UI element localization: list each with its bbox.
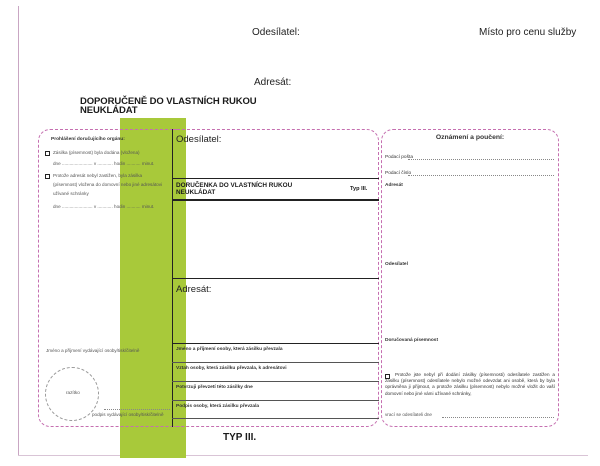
receipt-rule-rows [172,343,379,344]
receipt-sender-label: Odesílatel: [176,134,222,145]
notice-title: Oznámení a poučení: [435,134,505,141]
issuer-name-label: Jméno a příjmení vydávající osoby/tisk/čitelně [46,348,140,353]
receipt-title [176,182,292,196]
posting-office-label: Podací pošta [385,155,414,160]
declaration-title: Prohlášení doručujícího orgánu: [51,137,125,142]
receipt-title-line2: NEUKLÁDAT [176,189,216,196]
recipient-signature-label: Podpis osoby, která zásilku převzala [176,404,260,409]
return-date-label: vrací se odesílateli dne [385,412,432,417]
declaration-line6: dne ........................ v ............ hodin ........... minut. [53,204,155,209]
sender-header-label: Odesílatel: [252,27,300,38]
delivery-instruction-line1: DOPORUČENĚ DO VLASTNÍCH RUKOU [80,96,257,107]
recipient-name-label: Jméno a příjmení osoby, která zásilku převzala [176,347,283,352]
declaration-line5: užívané schránky [53,191,89,196]
row-divider-2 [172,381,379,382]
receipt-rule-thick [172,199,379,201]
delivered-document-label: Doručovaná písemnost [385,338,439,343]
addressee-header-label: Adresát: [254,77,292,88]
return-date-line [442,417,554,418]
issuer-signature-label: podpis vydávající osoby/tisk/čitelně [92,412,164,417]
notice-sender-label: Odesílatel [385,262,408,267]
signature-line [104,409,170,410]
delivery-instruction [80,97,257,115]
delivery-instruction-line2: NEUKLÁDAT [80,105,138,116]
notice-addressee-label: Adresát [385,183,403,188]
row-divider-4 [172,418,379,419]
recipient-relation-label: Vztah osoby, která zásilku převzala, k adresátovi [176,366,287,371]
declaration-line4: (písemnost) vložena do domovní nebo jiné adresátovi [53,182,163,187]
receipt-rule-addressee [172,278,379,279]
price-area-label: Místo pro cenu služby [479,27,577,38]
receipt-addressee-label: Adresát: [176,284,212,295]
row-divider-1 [172,362,379,363]
row-divider-3 [172,400,379,401]
stamp-label: razítko [66,390,80,395]
declaration-line1: Zásilka (písemnost) byla dodána (vložena) [53,150,140,155]
sheet-edge-left [18,6,19,456]
receipt-rule-top [172,178,379,179]
sheet-edge-bottom [18,455,588,456]
notice-paragraph: Protože jste nebyl při dodání zásilky (písemnosti) odesílatele zastižen a zásilku (písemnost) odesílatele nebylo možné odevzdat ani osobě, která by byla oprávněna ji přijmout, a protože zásilku (písemnost) nebylo možné vložit do vaší domovní nebo jiné vámi užívané schránky, [385,372,555,396]
declaration-line2: dne ........................ v ............ hodin ........... minut. [53,161,155,166]
receipt-date-label: Potvrzuji převzetí této zásilky dne [176,385,253,390]
form-type-label: TYP III. [223,432,257,443]
posting-number-label: Podací číslo [385,171,412,176]
mailbox-checkbox[interactable] [45,174,50,179]
receipt-title-line1: DORUČENKA DO VLASTNÍCH RUKOU [176,182,293,189]
posting-number-line [408,175,554,176]
delivered-checkbox[interactable] [45,151,50,156]
receipt-type-label: Typ III. [350,186,368,192]
declaration-line3: Protože adresát nebyl zastižen, byla zásilka [53,173,143,178]
posting-office-line [408,159,554,160]
